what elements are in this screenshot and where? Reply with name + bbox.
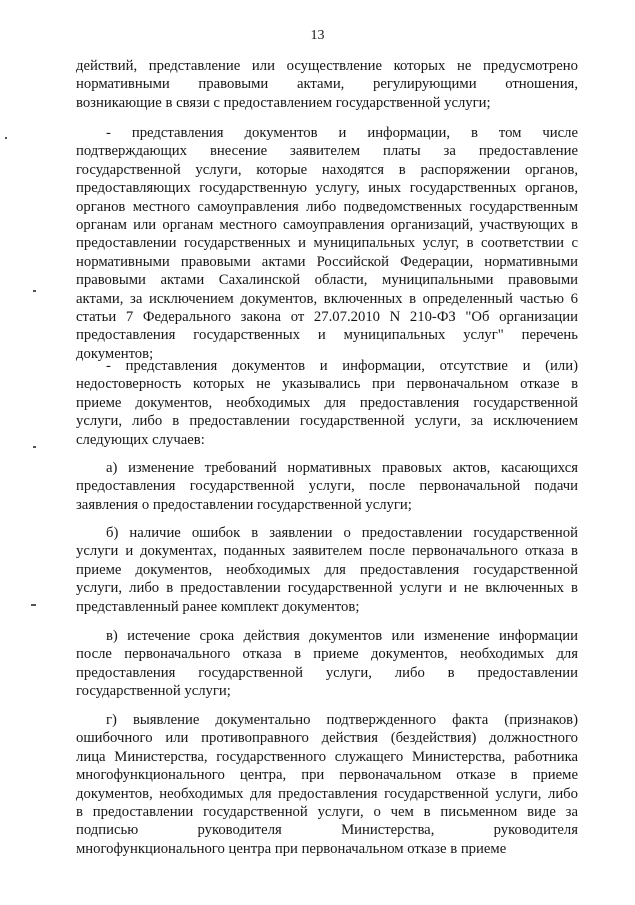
- paragraph-actions: [76, 57, 578, 112]
- text-line: статьи 7 Федерального закона от 27.07.2010 N 210-ФЗ "Об организации: [76, 308, 578, 325]
- scan-speck: [31, 604, 36, 606]
- text-line: услуги и документах, поданных заявителем после первоначального отказа в: [76, 543, 578, 560]
- text-line: документов, необходимых для предоставления государственной услуги, либо: [76, 785, 578, 802]
- text-line: б) наличие ошибок в заявлении о предоставлении государственной: [106, 525, 578, 541]
- text-line: а) изменение требований нормативных правовых актов, касающихся: [106, 460, 578, 476]
- page-number: 13: [310, 28, 325, 43]
- text-line: государственной услуги;: [76, 683, 231, 700]
- text-line: после первоначального отказа в приеме документов, необходимых для: [76, 646, 578, 663]
- text-line: органов местного самоуправления либо подведомственных государственным: [76, 198, 578, 215]
- text-line: документов;: [76, 345, 154, 362]
- scan-speck: [33, 446, 36, 448]
- text-line: заявления о предоставлении государственной услуги;: [76, 496, 412, 513]
- text-line: приеме документов, необходимых для предоставления государственной: [76, 394, 578, 411]
- text-line: - представления документов и информации, отсутствие и (или): [106, 358, 578, 374]
- scan-speck: [33, 290, 36, 292]
- text-line: нормативными правовыми актами, регулирующими отношения,: [76, 76, 578, 93]
- text-line: представленный ранее комплект документов;: [76, 598, 360, 615]
- text-line: органам или органам местного самоуправления организаций, участвующих в: [76, 216, 578, 233]
- text-line: нормативными правовыми актами Российской Федерации, нормативными: [76, 253, 578, 270]
- text-line: правовыми актами Сахалинской области, муниципальными правовыми: [76, 272, 578, 289]
- text-line: следующих случаев:: [76, 431, 205, 448]
- text-line: предоставления государственной услуги, после первоначальной подачи: [76, 478, 578, 495]
- paragraph-documents-info: [76, 124, 578, 363]
- paragraph-item-b: [76, 524, 578, 616]
- paragraph-item-c: [76, 627, 578, 701]
- text-line: предоставлении государственных и муниципальных услуг, в соответствии с: [76, 235, 578, 252]
- text-line: действий, представление или осуществление которых не предусмотрено: [76, 58, 578, 74]
- text-line: предоставляющих государственную услугу, иных государственных органов,: [76, 180, 578, 197]
- text-line: - представления документов и информации, в том числе: [106, 125, 578, 141]
- paragraph-unreliability: [76, 357, 578, 449]
- text-line: предоставления государственной услуги, либо в предоставлении: [76, 664, 578, 681]
- text-line: г) выявление документально подтвержденного факта (признаков): [106, 712, 578, 728]
- text-line: услуги, либо в предоставлении государственной услуги и не включенных в: [76, 580, 578, 597]
- text-line: возникающие в связи с предоставлением государственной услуги;: [76, 94, 491, 111]
- paragraph-item-d: [76, 711, 578, 858]
- text-line: в) истечение срока действия документов или изменение информации: [106, 628, 578, 644]
- text-line: недостоверность которых не указывались при первоначальном отказе в: [76, 376, 578, 393]
- text-line: в предоставлении государственной услуги, о чем в письменном виде за: [76, 803, 578, 820]
- text-line: предоставления государственных и муниципальных услуг" перечень: [76, 327, 578, 344]
- text-line: многофункционального центра при первоначальном отказе в приеме: [76, 840, 507, 857]
- text-line: многофункционального центра, при первоначальном отказе в приеме: [76, 767, 578, 784]
- text-line: подписью руководителя Министерства, руководителя: [76, 822, 578, 839]
- text-line: актами, за исключением документов, включенных в определенный частью 6: [76, 290, 578, 307]
- scan-speck: [5, 137, 7, 139]
- paragraph-item-a: [76, 459, 578, 514]
- text-line: подтверждающих внесение заявителем платы за предоставление: [76, 143, 578, 160]
- text-line: государственной услуги, которые находятся в распоряжении органов,: [76, 161, 578, 178]
- text-line: приеме документов, необходимых для предоставления государственной: [76, 561, 578, 578]
- text-line: ошибочного или противоправного действия (бездействия) должностного: [76, 730, 578, 747]
- text-line: лица Министерства, государственного служащего Министерства, работника: [76, 748, 578, 765]
- text-line: услуги, либо в предоставлении государственной услуги, за исключением: [76, 413, 578, 430]
